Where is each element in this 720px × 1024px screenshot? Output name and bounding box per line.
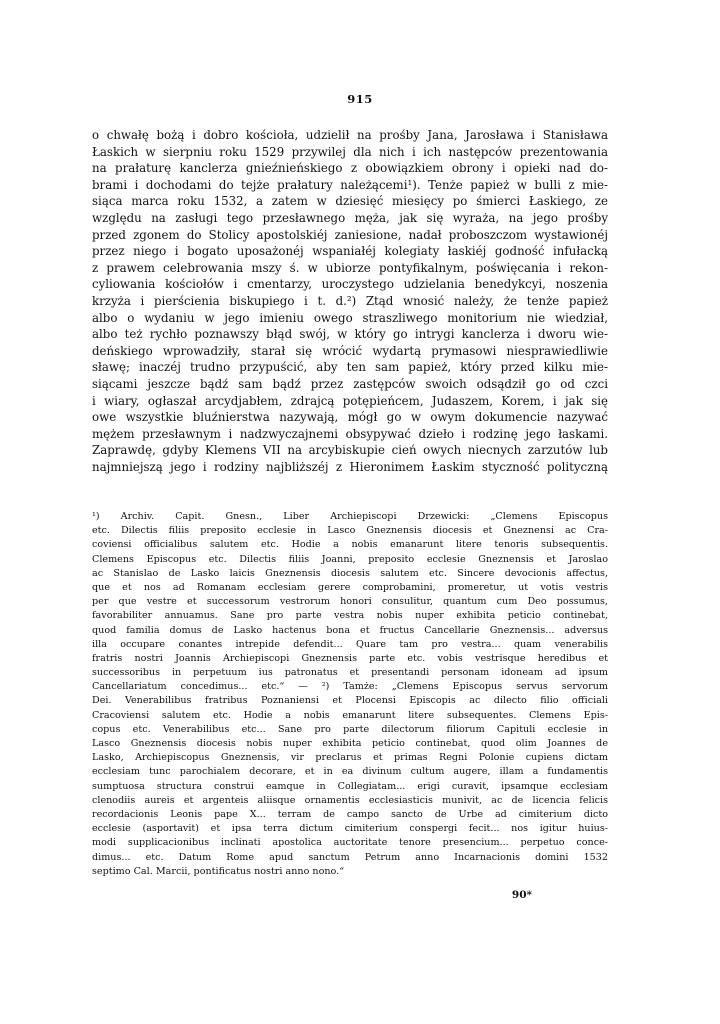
footnote-line: sumptuosa structura construi eamque in Collegiatam... erigi curavit, ipsamque ecclesiam [92, 780, 608, 792]
footnote-line: Dei. Venerabilibus fratribus Poznaniensi et Plocensi Episcopis ac dilecto filio officiali [92, 695, 608, 707]
text-line: i wiary, ogłaszał arcydjabłem, zdrajcą potępieńcem, Judaszem, Korem, i jak się [92, 393, 608, 408]
text-line: albo o wydaniu w jego imieniu owego straszliwego monitorium nie wiedział, [92, 310, 608, 325]
footnote-line: ecclesiam tunc parochialem decorare, et in ea divinum cultum augere, illam a fundamentis [92, 766, 608, 778]
text-line: krzyża i pierścienia biskupiego i t. d.²) Ztąd wnosić należy, że tenże papież [92, 293, 608, 308]
main-text-body [92, 127, 608, 475]
footnote-line: Clemens Episcopus etc. Dilectis filiis Joanni, preposito ecclesie Gneznensis et Jaroslao [92, 553, 608, 565]
text-line: brami i dochodami do tejże prałatury należącemi¹). Tenże papież w bulli z mie- [92, 177, 608, 192]
text-line: na prałaturę kanclerza gnieźnieńskiego z obowiązkiem obrony i opieki nad do- [92, 161, 608, 176]
text-line: przez niego i bogato uposażonéj wspaniałéj kolegiaty łaskiéj godność infułacką [92, 244, 608, 259]
footnote-line: ¹) Archiv. Capit. Gnesn., Liber Archiepiscopi Drzewicki: „Clemens Episcopus [92, 511, 608, 522]
footnote-line: Cracoviensi salutem etc. Hodie a nobis emanarunt litere subsequentes. Clemens Epis- [92, 709, 608, 721]
footnote-line: modi supplicacionibus inclinati apostolica auctoritate tenore presencium... perpetuo conce- [92, 837, 608, 849]
text-line: najmniejszą jego i rodziny najbliższéj z Hieronimem Łaskim styczność polityczną [92, 459, 608, 474]
text-line: deńskiego wprowadziły, starał się wrócić wydartą prymasowi niesprawiedliwie [92, 343, 608, 358]
text-line: albo też rychło poznawszy błąd swój, w który go intrygi kanclerza i dworu wie- [92, 327, 608, 342]
footnote-line: recordacionis Leonis pape X... terram de campo sancto de Urbe ad cimiterium dicto [92, 808, 608, 820]
text-line: sławę; inaczéj trudno przypuścić, aby ten sam papież, który przed kilku mie- [92, 360, 608, 375]
text-line: z prawem celebrowania mszy ś. w ubiorze pontyfikalnym, poświęcania i rekon- [92, 260, 608, 275]
page-number: 915 [347, 92, 373, 106]
footnote-line: ac Stanislao de Lasko laicis Gneznensis diocesis salutem etc. Sincere devocionis affectus, [92, 567, 608, 579]
text-line: o chwałę bożą i dobro kościoła, udzielił na prośby Jana, Jarosława i Stanisława [92, 128, 608, 142]
text-line: mężem przesławnym i nadzwyczajnemi obsypywać dzieło i rodzinę jego łaskami. [92, 426, 608, 441]
text-line: cyliowania kościołów i cmentarzy, uroczystego udzielania benedykcyi, noszenia [92, 277, 608, 292]
footnote-line: successoribus in perpetuum ius patronatus et presentandi personam idoneam ad ipsum [92, 667, 608, 679]
footnote-line: septimo Cal. Marcii, pontificatus nostri anno nono.“ [92, 865, 345, 877]
footnote-line: Lasko, Archiepiscopus Gneznensis, vir preclarus et primas Regni Polonie cupiens dictam [92, 752, 608, 764]
text-line: względu na zasługi tego przesławnego męża, jak się wyraża, na jego prośby [92, 210, 608, 225]
footnote-line: dimus... etc. Datum Rome apud sanctum Petrum anno Incarnacionis domini 1532 [92, 851, 608, 863]
footnote-line: quod familia domus de Lasko hactenus bona et fructus Cancellarie Gneznensis... adversus [92, 624, 608, 636]
footnote-line: per que vestre et successorum vestrorum honori consulitur, quantum cum Deo possumus, [92, 596, 608, 608]
printer-signature-mark: 90* [511, 889, 532, 901]
footnote-line: que et nos ad Romanam ecclesiam gerere comprobamini, promeretur, ut votis vestris [92, 581, 608, 593]
footnote-line: favorabiliter annuamus. Sane pro parte vestra nobis nuper exhibita peticio continebat, [92, 610, 608, 622]
footnote-line: copus etc. Venerabilibus etc... Sane pro parte dilectorum filiorum Capituli ecclesie in [92, 723, 608, 735]
text-line: owe wszystkie bluźnierstwa nazywają, mógł go w owym dokumencie nazywać [92, 410, 608, 425]
footnote-line: Cancellariatum concedimus... etc.“ — ²) Tamże: „Clemens Episcopus servus servorum [92, 681, 608, 693]
footnote-line: etc. Dilectis filiis preposito ecclesie in Lasco Gneznensis diocesis et Gneznensi ac Cra- [92, 525, 608, 537]
footnotes [92, 510, 608, 879]
footnote-line: Lasco Gneznensis diocesis nobis nuper exhibita peticio continebat, quod olim Joannes de [92, 738, 608, 749]
text-line: siącami jeszcze bądź sam bądź przez zastępców swoich odsądził go od czci [92, 376, 608, 391]
footnote-line: ecclesie (asportavit) et ipsa terra dictum cimiterium conspergi fecit... nos igitur huius- [92, 823, 608, 835]
footnote-line: illa occupare conantes intrepide defendit... Quare tam pro vestra... quam venerabilis [92, 638, 608, 650]
footnote-line: clenodiis aureis et argenteis aliisque ornamentis ecclesiasticis munivit, ac de licencia felicis [92, 794, 608, 806]
text-line: Łaskich w sierpniu roku 1529 przywilej dla nich i ich następców prezentowania [92, 144, 608, 159]
text-line: przed zgonem do Stolicy apostolskiéj zaniesione, nadał proboszczom wystawionéj [92, 227, 608, 242]
footnote-line: fratris nostri Joannis Archiepiscopi Gneznensis parte etc. vobis vestrisque heredibus et [92, 652, 608, 664]
text-line: siąca marca roku 1532, a zatem w dziesięć miesięcy po śmierci Łaskiego, ze [92, 194, 608, 209]
text-line: Zaprawdę, gdyby Klemens VII na arcybiskupie cień owych niecnych zarzutów lub [92, 443, 608, 458]
footnote-line: coviensi officialibus salutem etc. Hodie a nobis emanarunt litere tenoris subsequentis. [92, 539, 608, 551]
